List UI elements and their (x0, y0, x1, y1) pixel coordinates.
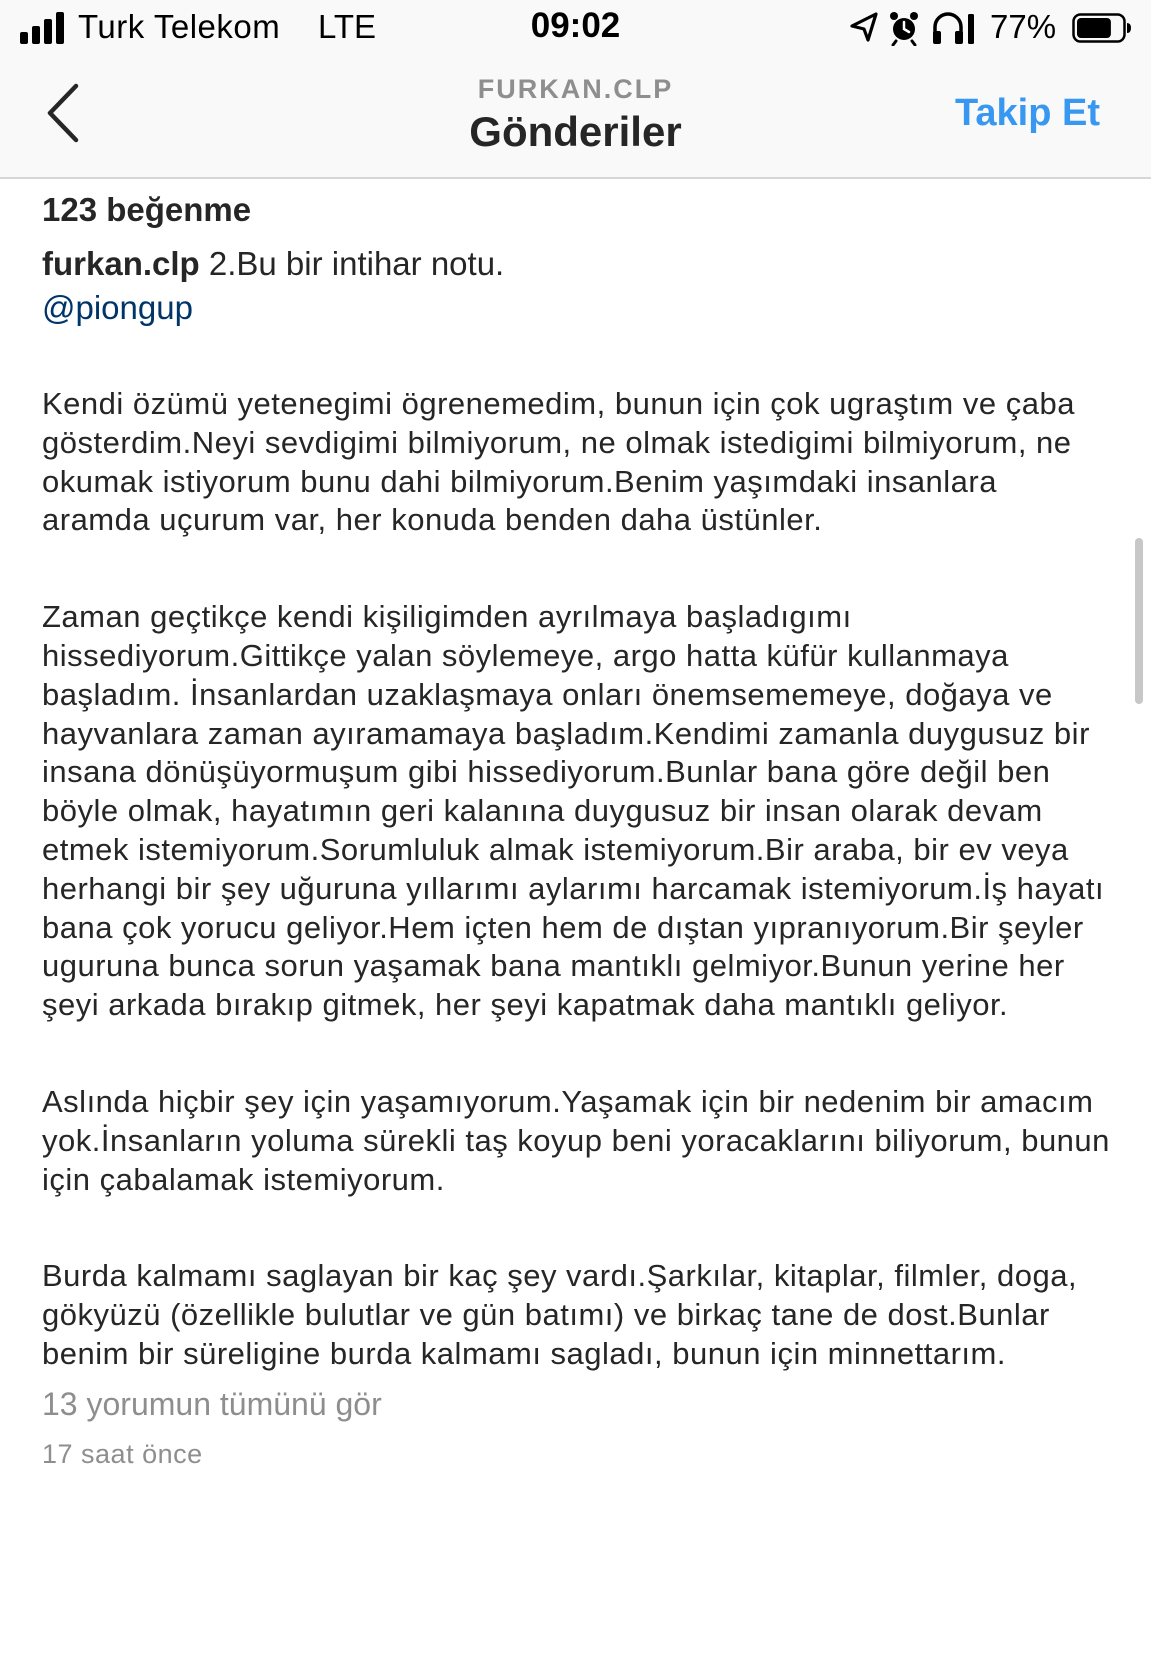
likes-count[interactable]: 123 beğenme (42, 191, 252, 228)
post-timestamp: 17 saat önce (42, 1438, 203, 1469)
post-content (42, 190, 1112, 1470)
scroll-indicator[interactable] (1135, 538, 1143, 704)
caption-text: 2.Bu bir intihar notu. (208, 245, 505, 282)
status-bar (0, 0, 1151, 58)
caption-paragraph-4: Burda kalmamı saglayan bir kaç şey vardı.Şarkılar, kitaplar, filmler, doga, gökyüzü (özellikle bulutlar ve gün batımı) ve birkaç tane de dost.Bunlar benim bir süreligine burda kalmamı sagladı, bunun için minnettarım. (42, 1258, 1078, 1371)
caption (42, 244, 1112, 284)
follow-button[interactable]: Takip Et (955, 92, 1100, 134)
navigation-bar (0, 58, 1151, 179)
headphones-icon (933, 14, 974, 44)
caption-paragraph-1: Kendi özümü yetenegimi ögrenemedim, bunun için çok ugraştım ve çaba gösterdim.Neyi sevdigimi bilmiyorum, ne olmak istedigimi bilmiyorum, ne okumak istiyorum bunu dahi bilmiyorum.Benim yaşımdaki insanlara aramda uçurum var, her konuda benden daha üstünler. (42, 386, 1075, 538)
page-title: Gönderiler (469, 108, 682, 155)
status-icons (850, 10, 980, 46)
mention-link[interactable]: @piongup (42, 289, 193, 326)
carrier-name: Turk Telekom (78, 8, 281, 45)
battery-percentage: 77% (990, 8, 1057, 45)
caption-username[interactable]: furkan.clp (42, 245, 200, 282)
view-all-comments-link[interactable]: 13 yorumun tümünü gör (42, 1385, 382, 1422)
profile-username-header: FURKAN.CLP (477, 74, 674, 104)
caption-paragraph-2: Zaman geçtikçe kendi kişiligimden ayrılmaya başladıgımı hissediyorum.Gittikçe yalan söylemeye, argo hatta küfür kullanmaya başladım. İnsanlardan uzaklaşmaya onları önemsememeye, doğaya ve hayvanlara zaman ayıramamaya başladım.Kendimi zamanla duygusuz bir insana dönüşüyormuşum gibi hissediyorum.Bunlar bana göre değil ben böyle olmak, hayatımın geri kalanına duygusuz bir insan olarak devam etmek istemiyorum.Sorumluluk almak istemiyorum.Bir araba, bir ev veya herhangi bir şey uğuruna yıllarımı aylarımı harcamak istemiyorum.İş hayatı bana çok yorucu geliyor.Hem içten hem de dıştan yıpranıyorum.Bir şeyler uguruna bunca sorun yaşamak bana mantıklı gelmiyor.Bunun yerine her şeyi arkada bırakıp gitmek, her şeyi kapatmak daha mantıklı geliyor. (42, 599, 1105, 1023)
location-arrow-icon (852, 14, 876, 40)
alarm-icon (890, 12, 918, 45)
battery-icon (1072, 13, 1132, 43)
network-type: LTE (318, 8, 377, 45)
caption-paragraph-3: Aslında hiçbir şey için yaşamıyorum.Yaşamak için bir nedenim bir amacım yok.İnsanların yoluma sürekli taş koyup beni yoracaklarını biliyorum, bunun için çabalamak istemiyorum. (42, 1083, 1110, 1197)
clock: 09:02 (530, 6, 621, 45)
